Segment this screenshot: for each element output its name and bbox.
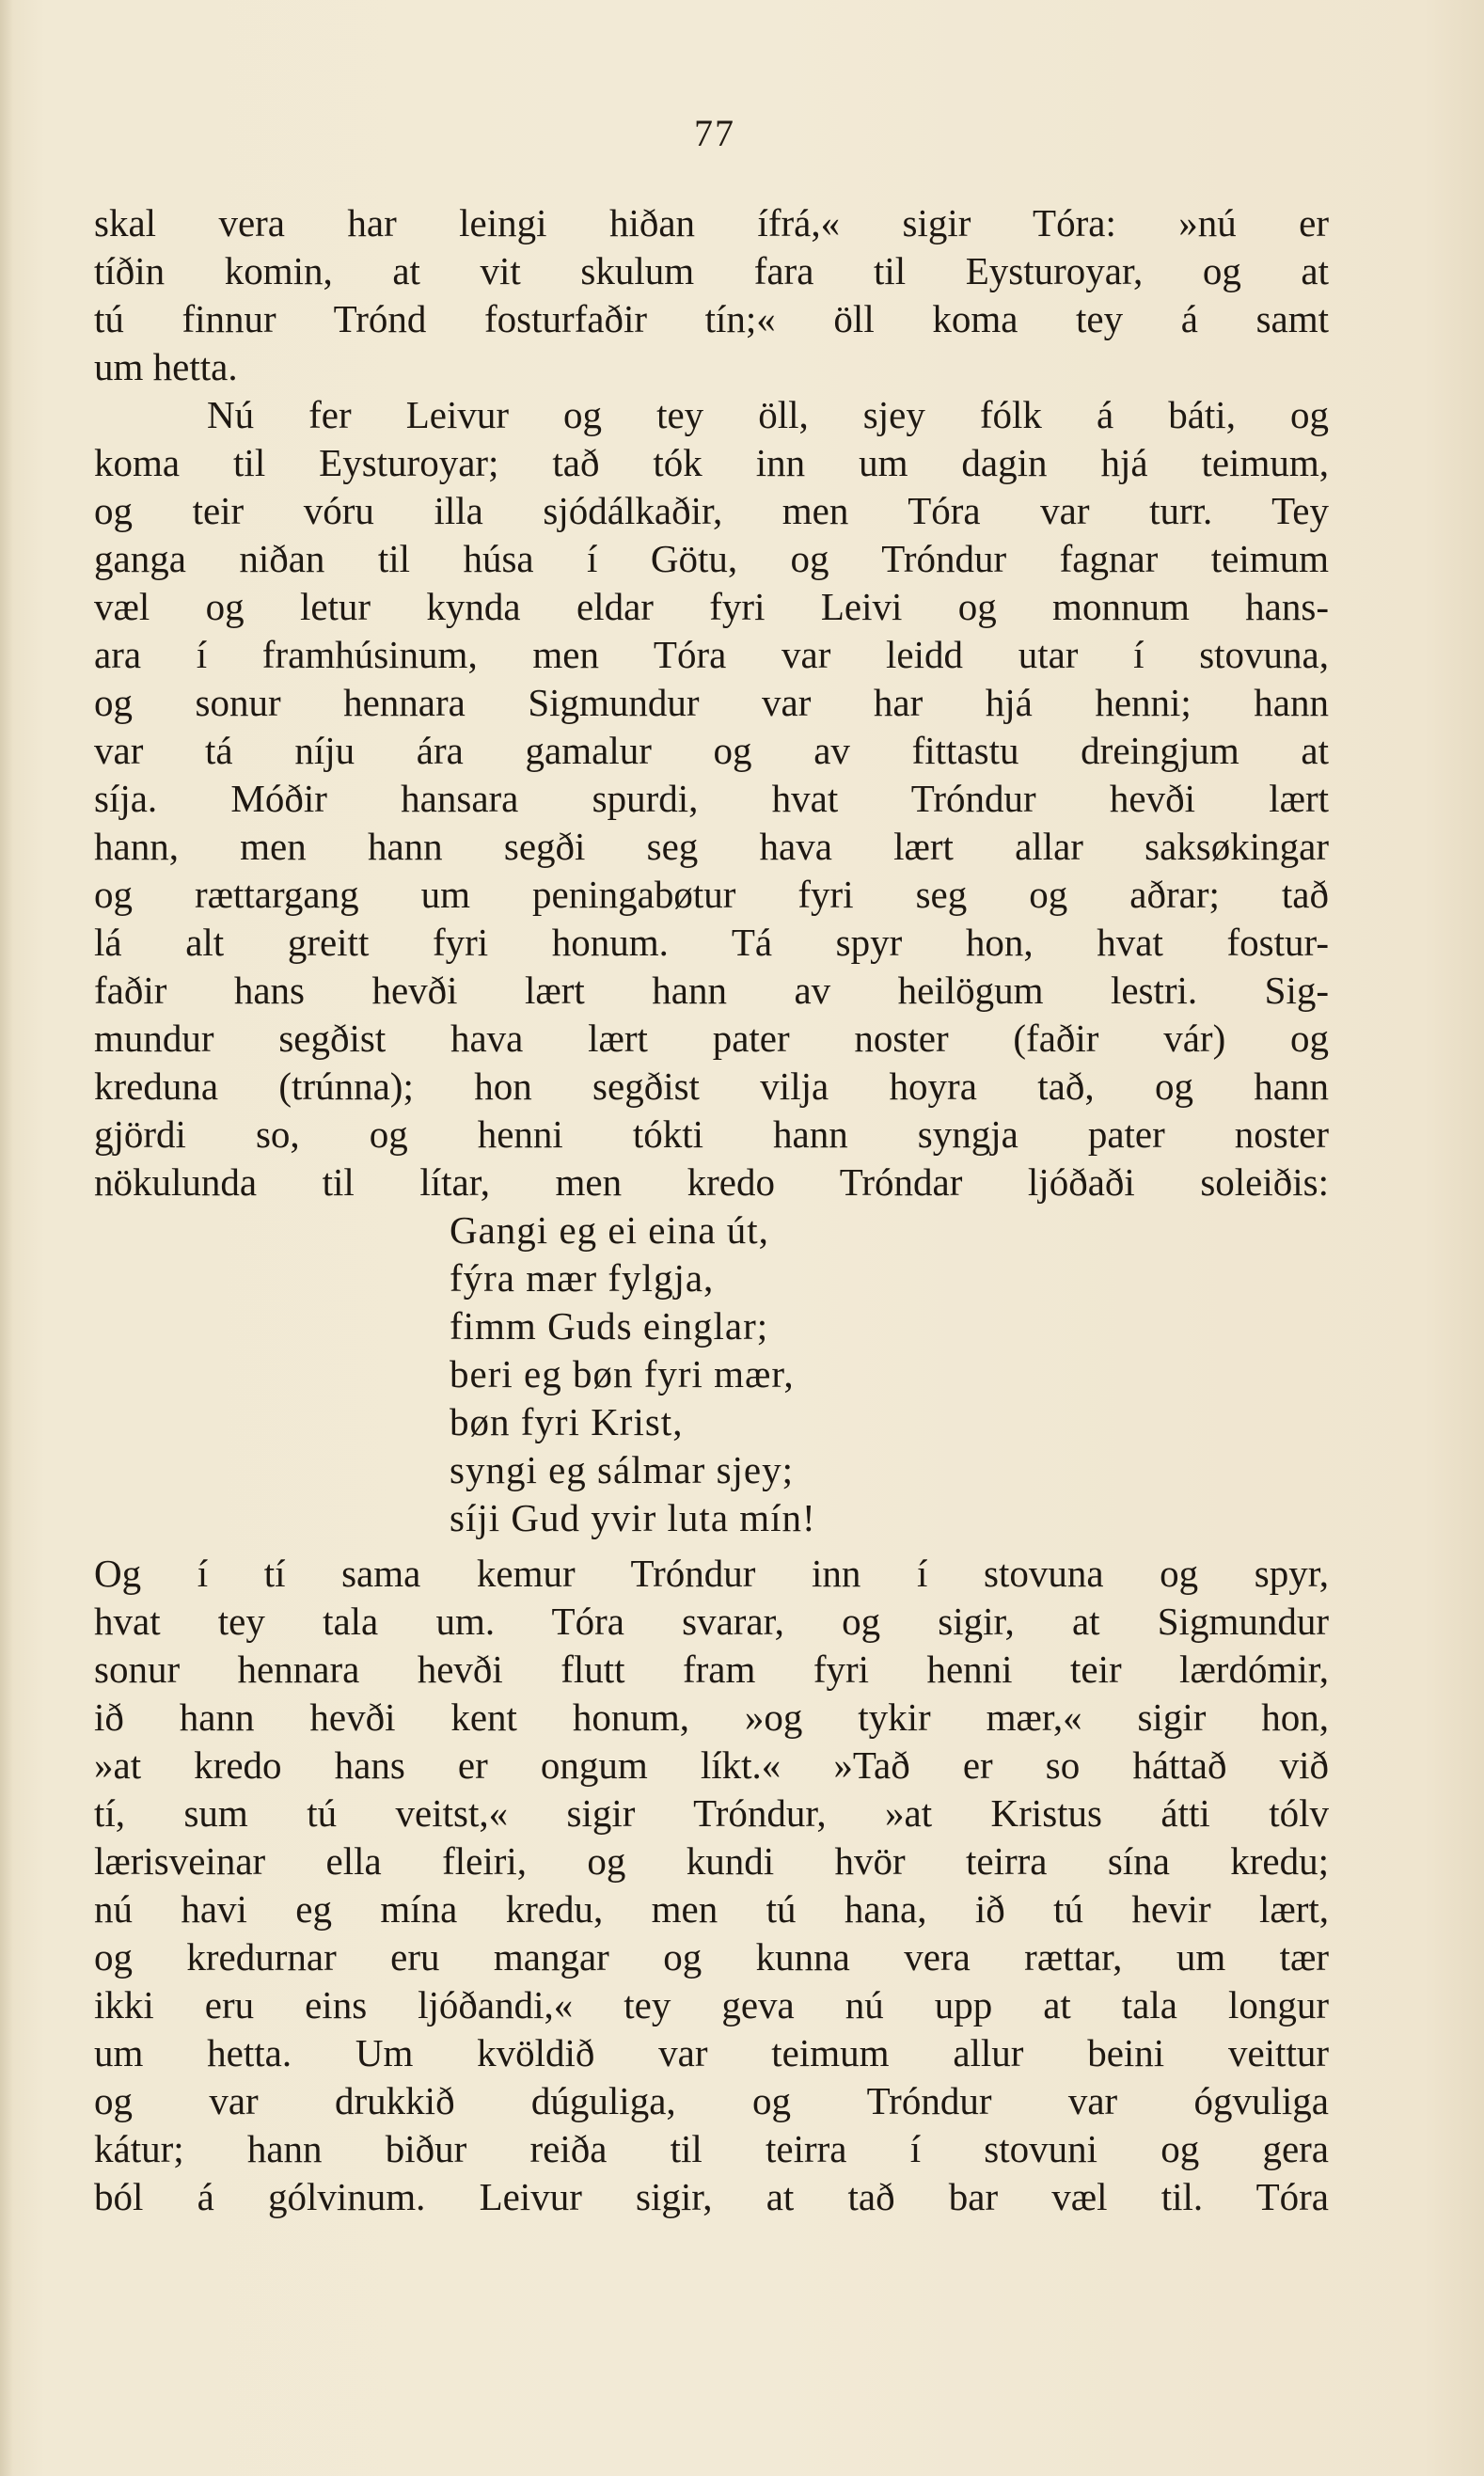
page-number: 77 [694,112,735,154]
text-line: hann, men hann segði seg hava lært allar saksøkingar [94,825,1329,868]
verse-line: syngi eg sálmar sjey; [450,1448,795,1491]
text-line: tíðin komin, at vit skulum fara til Eysturoyar, og at [94,249,1329,292]
paragraph-3 [94,1550,1329,2221]
text-line: hvat tey tala um. Tóra svarar, og sigir, at Sigmundur [94,1600,1329,1643]
text-line: mundur segðist hava lært pater noster (faðir vár) og [94,1017,1329,1060]
text-line: skal vera har leingi hiðan ífrá,« sigir Tóra: »nú er [94,201,1329,244]
text-line: sonur hennara hevði flutt fram fyri henni teir lærdómir, [94,1648,1329,1691]
verse-line: bøn fyri Krist, [450,1400,684,1443]
text-line: Nú fer Leivur og tey öll, sjey fólk á báti, og [207,393,1329,436]
paragraph-2 [94,391,1329,1206]
text-line: og var drukkið dúguliga, og Tróndur var ógvuliga [94,2079,1329,2122]
text-line: væl og letur kynda eldar fyri Leivi og monnum hans- [94,585,1329,628]
verse-line: fýra mær fylgja, [450,1256,715,1300]
text-line: lærisveinar ella fleiri, og kundi hvör teirra sína kredu; [94,1839,1329,1883]
text-line: Og í tí sama kemur Tróndur inn í stovuna og spyr, [94,1552,1329,1595]
text-line: og sonur hennara Sigmundur var har hjá henni; hann [94,681,1329,724]
text-line: nú havi eg mína kredu, men tú hana, ið tú hevir lært, [94,1887,1329,1931]
text-line: nökulunda til lítar, men kredo Tróndar ljóðaði soleiðis: [94,1160,1329,1204]
verse-block [94,1206,1329,1542]
paragraph-1 [94,199,1329,391]
text-line: tí, sum tú veitst,« sigir Tróndur, »at Kristus átti tólv [94,1791,1329,1835]
text-line: ikki eru eins ljóðandi,« tey geva nú upp at tala longur [94,1983,1329,2027]
text-line: síja. Móðir hansara spurdi, hvat Tróndur hevði lært [94,777,1329,820]
text-line: kátur; hann biður reiða til teirra í stovuni og gera [94,2127,1329,2170]
text-line: »at kredo hans er ongum líkt.« »Tað er so háttað við [94,1743,1329,1787]
text-line: og kredurnar eru mangar og kunna vera rættar, um tær [94,1935,1329,1979]
verse-line: fimm Guds einglar; [450,1304,769,1348]
text-line: ganga niðan til húsa í Götu, og Tróndur fagnar teimum [94,537,1329,580]
text-line: gjördi so, og henni tókti hann syngja pater noster [94,1112,1329,1156]
text-line: ara í framhúsinum, men Tóra var leidd utar í stovuna, [94,633,1329,676]
verse-line: beri eg bøn fyri mær, [450,1352,795,1396]
page-binding-edge [0,0,13,2476]
text-line: og rættargang um peningabøtur fyri seg og aðrar; tað [94,873,1329,916]
text-line: um hetta. Um kvöldið var teimum allur beini veittur [94,2031,1329,2074]
text-line: um hetta. [94,345,238,388]
text-line: faðir hans hevði lært hann av heilögum lestri. Sig- [94,969,1329,1012]
text-line: lá alt greitt fyri honum. Tá spyr hon, hvat fostur- [94,921,1329,964]
verse-line: síji Gud yvir luta mín! [450,1496,816,1539]
verse-spacer [94,1542,1329,1550]
text-line: ból á gólvinum. Leivur sigir, at tað bar væl til. Tóra [94,2175,1329,2218]
text-line: koma til Eysturoyar; tað tók inn um dagin hjá teimum, [94,441,1329,484]
text-line: tú finnur Trónd fosturfaðir tín;« öll koma tey á samt [94,297,1329,340]
body-text [94,199,1329,2221]
text-line: var tá níju ára gamalur og av fittastu dreingjum at [94,729,1329,772]
verse-line: Gangi eg ei eina út, [450,1208,769,1252]
text-line: kreduna (trúnna); hon segðist vilja hoyra tað, og hann [94,1065,1329,1108]
text-line: ið hann hevði kent honum, »og tykir mær,« sigir hon, [94,1695,1329,1739]
text-line: og teir vóru illa sjódálkaðir, men Tóra var turr. Tey [94,489,1329,532]
